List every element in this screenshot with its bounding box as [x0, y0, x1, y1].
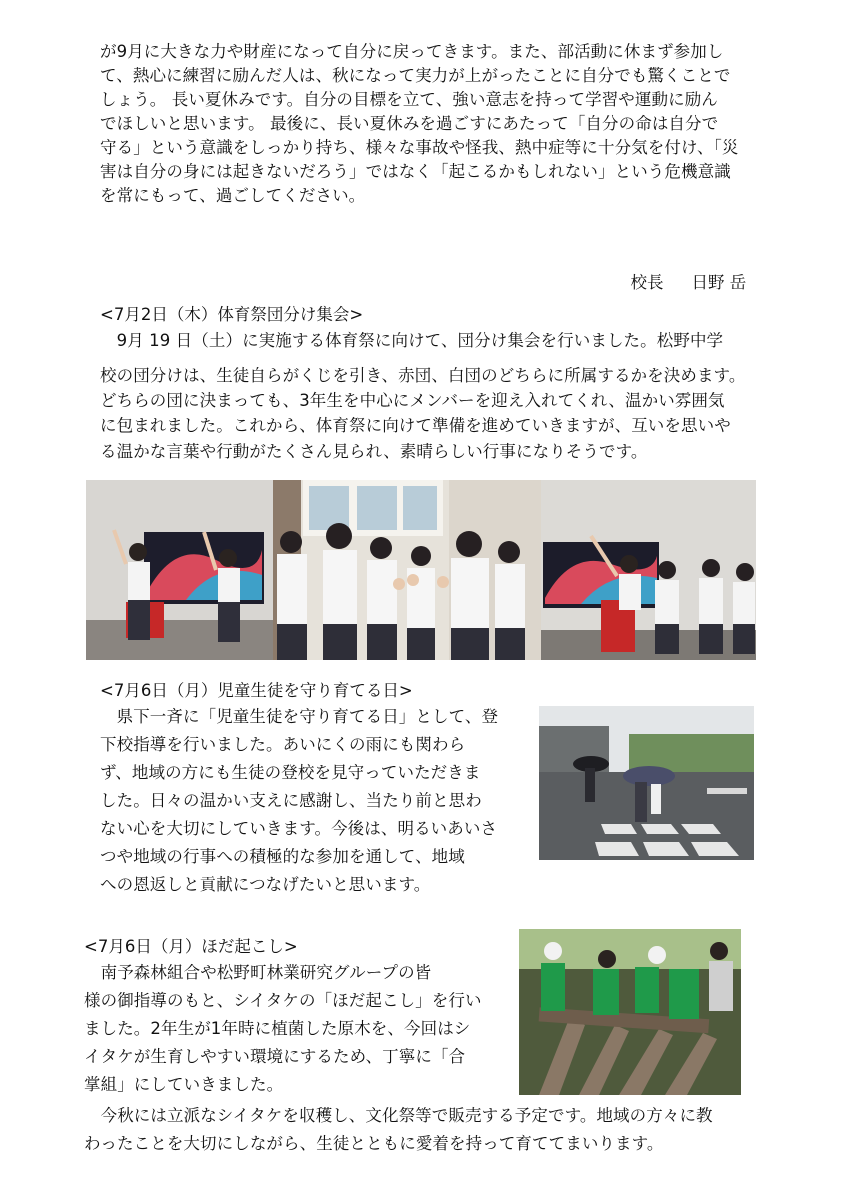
principal-title: 校長	[630, 273, 664, 292]
section2-line: への恩返しと貢献につなげたいと思います。	[100, 875, 431, 894]
photo-lottery-students-right	[541, 480, 756, 660]
section3-line: 今秋には立派なシイタケを収穫し、文化祭等で販売する予定です。地域の方々に教	[84, 1106, 713, 1125]
section1-line: 9月 19 日（土）に実施する体育祭に向けて、団分け集会を行いました。松野中学	[100, 331, 724, 350]
photo-mushroom-log-work	[519, 929, 741, 1095]
intro-line: しょう。 長い夏休みです。自分の目標を立て、強い意志を持って学習や運動に励ん	[100, 90, 718, 109]
photo-lottery-students-left	[86, 480, 274, 660]
section2-line: 下校指導を行いました。あいにくの雨にも関わら	[100, 735, 466, 754]
section1-line: どちらの団に決まっても、3年生を中心にメンバーを迎え入れてくれ、温かい雰囲気	[100, 391, 725, 410]
section3-line: 南予森林組合や松野町林業研究グループの皆	[84, 963, 432, 982]
section2-line: した。日々の温かい支えに感謝し、当たり前と思わ	[100, 791, 482, 810]
section3-line: わったことを大切にしながら、生徒とともに愛着を持って育ててまいります。	[84, 1134, 664, 1153]
section-heading-team-assembly: <7月2日（木）体育祭団分け集会>	[100, 305, 364, 324]
photo-students-celebrating	[273, 480, 541, 660]
section-heading-protect-children-day: <7月6日（月）児童生徒を守り育てる日>	[100, 681, 413, 700]
section2-line: ず、地域の方にも生徒の登校を見守っていただきま	[100, 763, 481, 782]
section2-line: つや地域の行事への積極的な参加を通して、地域	[100, 847, 465, 866]
section1-line: に包まれました。これから、体育祭に向けて準備を進めていきますが、互いを思いや	[100, 416, 731, 435]
intro-line: を常にもって、過ごしてください。	[100, 186, 366, 205]
intro-line: 守る」という意識をしっかり持ち、様々な事故や怪我、熱中症等に十分気を付け、「災	[100, 138, 739, 157]
intro-line: が9月に大きな力や財産になって自分に戻ってきます。また、部活動に休まず参加し	[100, 42, 724, 61]
intro-line: て、熱心に練習に励んだ人は、秋になって実力が上がったことに自分でも驚くことで	[100, 66, 731, 85]
principal-signature	[620, 248, 746, 294]
principal-name: 日野 岳	[691, 273, 747, 292]
section3-line: イタケが生育しやすい環境にするため、丁寧に「合	[84, 1047, 466, 1066]
section3-line: ました。2年生が1年時に植菌した原木を、今回はシ	[84, 1019, 471, 1038]
intro-line: でほしいと思います。 最後に、長い夏休みを過ごすにあたって「自分の命は自分で	[100, 114, 719, 133]
photo-rainy-crosswalk	[539, 706, 754, 860]
intro-line: 害は自分の身には起きないだろう」ではなく「起こるかもしれない」という危機意識	[100, 162, 731, 181]
section-heading-hoda-okoshi: <7月6日（月）ほだ起こし>	[84, 937, 298, 956]
section1-line: 校の団分けは、生徒自らがくじを引き、赤団、白団のどちらに所属するかを決めます。	[100, 366, 746, 385]
section3-line: 様の御指導のもと、シイタケの「ほだ起こし」を行い	[84, 991, 482, 1010]
section1-line: る温かな言葉や行動がたくさん見られ、素晴らしい行事になりそうです。	[100, 442, 648, 461]
section3-line: 掌組」にしていきました。	[84, 1075, 284, 1094]
section2-line: 県下一斉に「児童生徒を守り育てる日」として、登	[100, 707, 499, 726]
section2-line: ない心を大切にしていきます。今後は、明るいあいさ	[100, 819, 498, 838]
